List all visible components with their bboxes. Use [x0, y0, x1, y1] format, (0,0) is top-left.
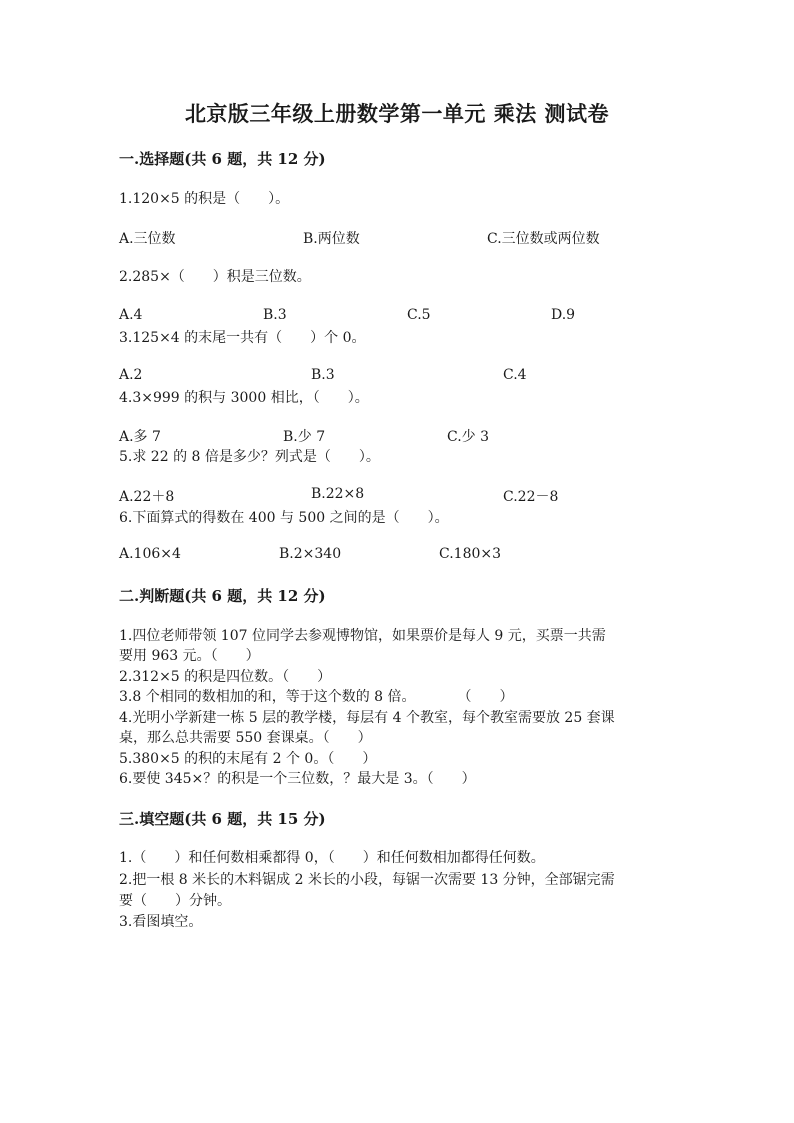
q3-option-a: A.2: [119, 367, 143, 383]
question-2: 2.285×（ ）积是三位数。: [119, 269, 311, 285]
judgement-line: 1.四位老师带领 107 位同学去参观博物馆，如果票价是每人 9 元，买票一共需: [119, 628, 606, 644]
judgement-line: 4.光明小学新建一栋 5 层的教学楼，每层有 4 个教室，每个教室需要放 25 套课: [119, 710, 615, 726]
fill-line: 要（ ）分钟。: [119, 893, 231, 909]
judgement-line: 要用 963 元。（ ）: [119, 648, 260, 664]
question-1: 1.120×5 的积是（ ）。: [119, 191, 290, 207]
question-3: 3.125×4 的末尾一共有（ ）个 0。: [119, 330, 366, 346]
section-heading-fill: 三.填空题(共 6 题，共 15 分): [119, 810, 326, 828]
q2-option-c: C.5: [407, 307, 431, 323]
q4-option-b: B.少 7: [283, 429, 326, 445]
judgement-line: 5.380×5 的积的末尾有 2 个 0。（ ）: [119, 751, 377, 767]
q2-option-a: A.4: [119, 307, 143, 323]
q5-option-c: C.22－8: [503, 489, 559, 505]
fill-line: 1.（ ）和任何数相乘都得 0，（ ）和任何数相加都得任何数。: [119, 850, 545, 866]
q2-option-b: B.3: [263, 307, 287, 323]
question-4: 4.3×999 的积与 3000 相比，（ ）。: [119, 390, 369, 406]
q5-option-a: A.22＋8: [119, 489, 175, 505]
q1-option-c: C.三位数或两位数: [487, 231, 600, 247]
q1-option-a: A.三位数: [119, 231, 176, 247]
q4-option-c: C.少 3: [447, 429, 490, 445]
judgement-line: 3.8 个相同的数相加的和，等于这个数的 8 倍。 （ ）: [119, 689, 514, 705]
judgement-line: 桌，那么总共需要 550 套课桌。（ ）: [119, 730, 372, 746]
q4-option-a: A.多 7: [119, 429, 161, 445]
q1-option-b: B.两位数: [303, 231, 360, 247]
q6-option-a: A.106×4: [119, 546, 181, 562]
q6-option-b: B.2×340: [279, 546, 342, 562]
q6-option-c: C.180×3: [439, 546, 502, 562]
section-heading-choice: 一.选择题(共 6 题，共 12 分): [119, 150, 326, 168]
q5-option-b: B.22×8: [311, 486, 365, 502]
page-title: 北京版三年级上册数学第一单元 乘法 测试卷: [184, 101, 610, 126]
fill-line: 3.看图填空。: [119, 914, 203, 930]
q3-option-b: B.3: [311, 367, 335, 383]
q3-option-c: C.4: [503, 367, 527, 383]
q2-option-d: D.9: [551, 307, 576, 323]
section-heading-judgement: 二.判断题(共 6 题，共 12 分): [119, 587, 326, 605]
question-5: 5.求 22 的 8 倍是多少？列式是（ ）。: [119, 449, 380, 465]
judgement-line: 2.312×5 的积是四位数。（ ）: [119, 669, 332, 685]
judgement-line: 6.要使 345×？的积是一个三位数，？最大是 3。（ ）: [119, 771, 476, 787]
question-6: 6.下面算式的得数在 400 与 500 之间的是（ ）。: [119, 510, 449, 526]
fill-line: 2.把一根 8 米长的木料锯成 2 米长的小段，每锯一次需要 13 分钟，全部锯完需: [119, 872, 615, 888]
